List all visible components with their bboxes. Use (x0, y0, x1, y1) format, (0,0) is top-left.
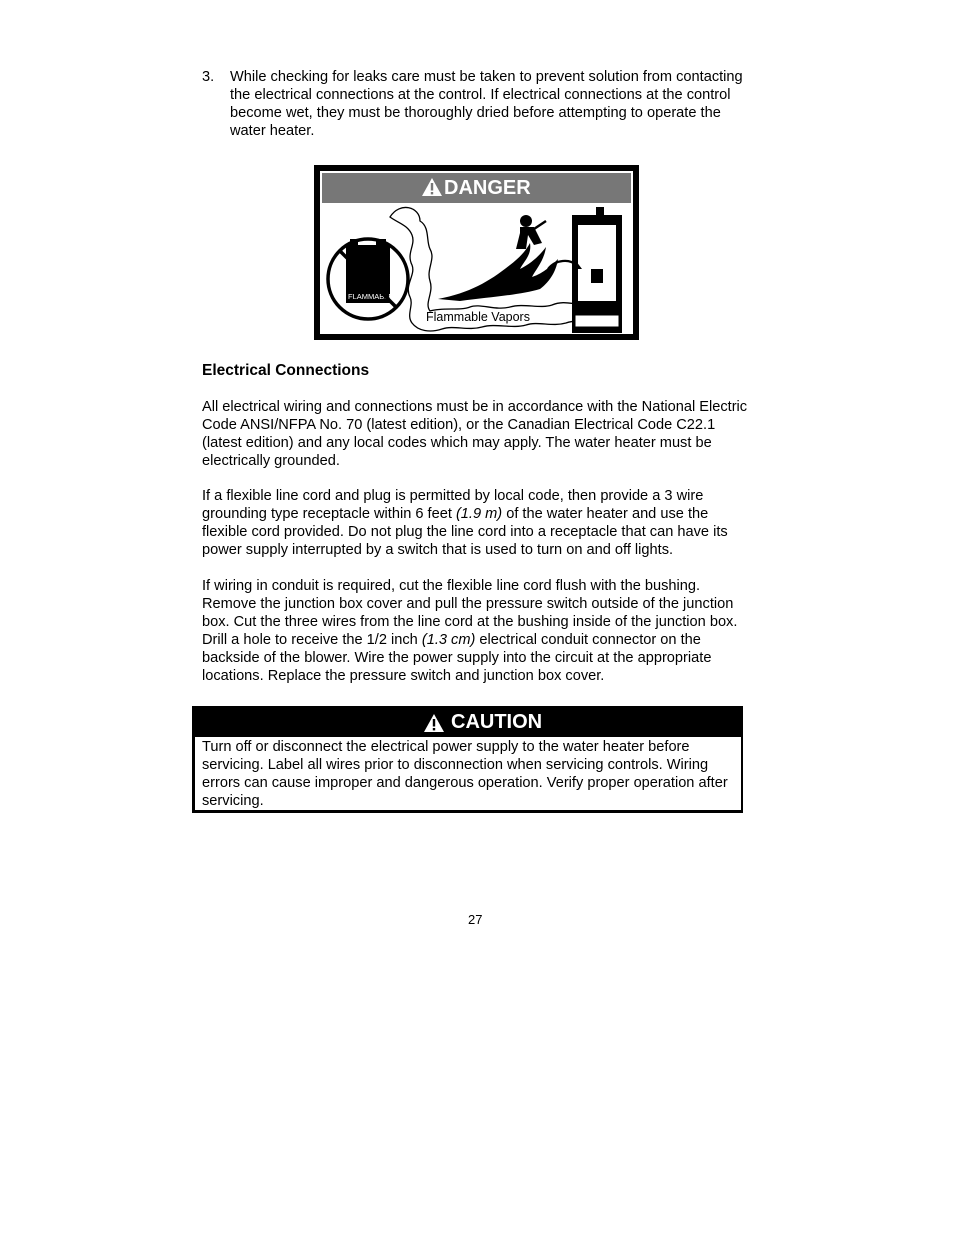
p3-text-a: If wiring in conduit is required, cut the flexible line cord flush with the bushing. Remove the junction box cover and pull the pressure switch outside of the junction box. Cut the three wires from the line cord at the bushing inside of the junction box. Drill a hole to receive the 1/2 inch (202, 578, 738, 648)
caution-title: CAUTION (451, 711, 543, 733)
caution-header (195, 708, 741, 737)
paragraph-conduit (202, 577, 752, 685)
person-icon (516, 215, 546, 249)
warning-triangle-icon (423, 713, 445, 733)
paragraph-line-cord (202, 487, 752, 559)
water-heater-icon (572, 207, 622, 333)
paragraph-code: All electrical wiring and connections must be in accordance with the National Electric Code ANSI/NFPA No. 70 (latest edition), or the Canadian Electrical Code C22.1 (latest edition) and any local codes which may apply. The water heater must be electrically grounded. (202, 399, 748, 469)
danger-title: DANGER (444, 177, 531, 199)
step-number: 3. (202, 69, 215, 85)
caution-box (192, 706, 743, 813)
section-heading: Electrical Connections (202, 362, 370, 379)
p2-text-a: If a flexible line cord and plug is permitted by local code, then provide a 3 wire grounding type receptacle within 6 feet (202, 488, 704, 522)
step-text: While checking for leaks care must be taken to prevent solution from contacting the electrical connections at the control. If electrical connections at the control become wet, they must be thoroughly dried before attempting to operate the water heater. (230, 69, 743, 139)
gas-can-icon (346, 239, 393, 303)
danger-sign (314, 165, 639, 340)
can-label: FLAMMABLE (348, 292, 394, 301)
caution-text: Turn off or disconnect the electrical power supply to the water heater before servicing. Label all wires prior to disconnection when servicing controls. Wiring errors can cause improper and dangerous operation. Verify proper operation after servicing. (202, 739, 728, 809)
p2-text-b: of the water heater and use the flexible cord provided. Do not plug the line cord into a receptacle that can have its power supply interrupted by a switch that is used to turn on and off lights. (202, 506, 728, 558)
p3-metric: (1.3 cm) (421, 632, 476, 648)
warning-triangle-icon (421, 177, 443, 197)
vapors-label: Flammable Vapors (426, 310, 530, 324)
danger-sign-panel (320, 171, 633, 334)
p3-text-b: electrical conduit connector on the backside of the blower. Wire the power supply into the circuit at the appropriate locations. Replace the pressure switch and junction box cover. (202, 632, 712, 684)
page-number: 27 (468, 912, 483, 927)
flame-icon (438, 243, 558, 301)
p2-metric: (1.9 m) (455, 506, 503, 522)
danger-header (322, 173, 631, 203)
